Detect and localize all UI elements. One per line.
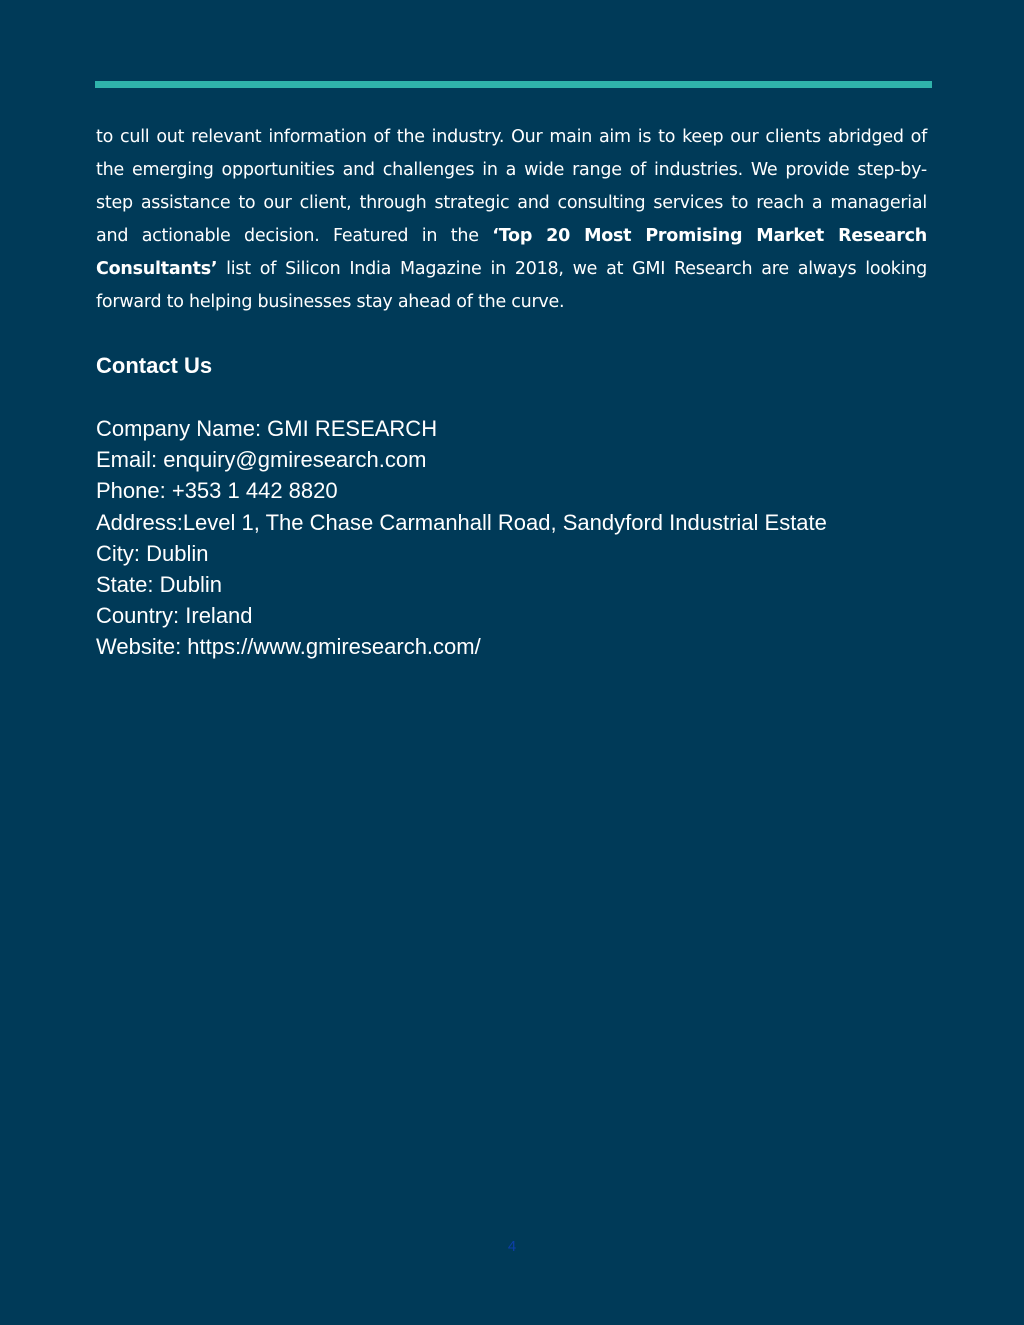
contact-website: Website: https://www.gmiresearch.com/ bbox=[96, 634, 481, 660]
contact-phone: Phone: +353 1 442 8820 bbox=[96, 478, 338, 504]
contact-state: State: Dublin bbox=[96, 572, 222, 598]
contact-company: Company Name: GMI RESEARCH bbox=[96, 416, 438, 441]
contact-address: Address:Level 1, The Chase Carmanhall Road, Sandyford Industrial Estate bbox=[96, 509, 827, 535]
contact-country: Country: Ireland bbox=[96, 603, 253, 629]
contact-details bbox=[96, 413, 827, 663]
page-number: 4 bbox=[507, 1238, 517, 1255]
contact-heading: Contact Us bbox=[96, 353, 213, 378]
intro-highlight: ‘Top 20 Most Promising Market Research Consultants’ bbox=[96, 226, 927, 279]
intro-paragraph bbox=[96, 121, 927, 319]
contact-email: Email: enquiry@gmiresearch.com bbox=[96, 447, 427, 473]
intro-text-before: to cull out relevant information of the industry. Our main aim is to keep our clients abridged of the emerging opportunities and challenges in a wide range of industries. We provide step-by-step assistance to our client, through strategic and consulting services to reach a managerial and actionable decision. Featured in the bbox=[96, 127, 927, 246]
intro-text-after: list of Silicon India Magazine in 2018, we at GMI Research are always looking forward to helping businesses stay ahead of the curve. bbox=[96, 259, 927, 312]
top-accent-rule bbox=[95, 81, 932, 88]
contact-city: City: Dublin bbox=[96, 540, 209, 566]
